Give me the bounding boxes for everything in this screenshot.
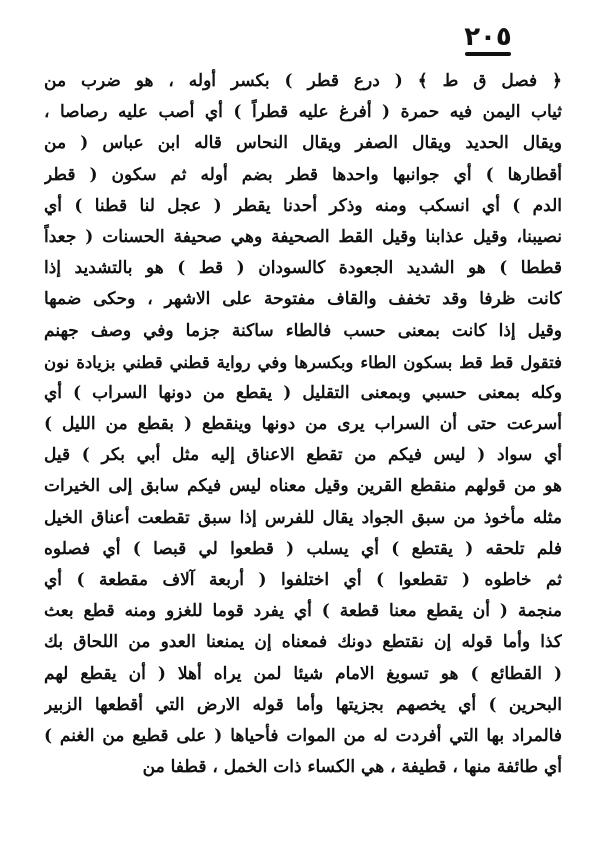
text-line: أسرعت حتى أن السراب يرى من دونها وينقطع ( بقطع من الليل ) xyxy=(44,414,562,435)
text-line: أي طائفة منها ، قطيفة ، هي الكساء ذات الخمل ، قطفا من xyxy=(142,757,562,778)
text-line: ثياب اليمن فيه حمرة ( أفرغ عليه قطراً ) أي أصب عليه رصاصا ، xyxy=(44,102,562,123)
text-line: وقيل إذا كانت بمعنى حسب فالطاء ساكنة جزما وفي وصف جهنم xyxy=(44,320,562,341)
text-line: مثله مأخوذ من سبق الجواد يقال للفرس إذا سبق تقطعت أعناق الخيل xyxy=(44,507,562,528)
text-line: ( القطائع ) هو تسويغ الامام شيئا لمن يراه أهلا ( أن يقطع لهم xyxy=(44,663,562,684)
text-line: كذا وأما قوله إن نقتطع دونك فمعناه إن يمنعنا العدو من اللحاق بك xyxy=(44,632,562,653)
text-line: أي سواد ( ليس فيكم من تقطع الاعناق إليه مثل أبي بكر ) قيل xyxy=(44,445,562,466)
text-line: منجمة ( أن يقطع معنا قطعة ) أي يفرد قوما للغزو ومنه قطع بعث xyxy=(44,601,562,622)
text-line: ﴿ فصل ق ط ﴾ ( درع قطر ) بكسر أوله ، هو ضرب من xyxy=(44,71,562,91)
text-line: قططا ) هو الشديد الجعودة كالسودان ( قط ) هو بالتشديد إذا xyxy=(44,258,562,279)
text-line: أقطارها ) أي جوانبها واحدها قطر بضم أوله ثم سكون ( قطر xyxy=(44,164,562,185)
text-line: وكله بمعنى حسبي وبمعنى التقليل ( يقطع من دونها السراب ) أي xyxy=(44,382,562,403)
text-line: الدم ) أي انسكب ومنه وذكر أحدنا يقطر ( عجل لنا قطنا ) أي xyxy=(44,195,562,216)
text-line: نصيبنا، وقيل عذابنا وقيل القط الصحيفة وهي صحيفة الحسنات ( جعداً xyxy=(44,226,562,247)
text-line: فتقول قط قط بسكون الطاء وبكسرها وفي رواية قطني قطني بزيادة نون xyxy=(44,352,562,372)
text-line: ثم خاطوه ( تقطعوا ) أي اختلفوا ( أربعة آلاف مقطعة ) أي xyxy=(44,570,562,590)
text-line: البحرين ) أي يخصهم بجزيتها وأما قوله الارض التي أقطعها الزبير xyxy=(44,694,562,715)
text-line: هو من قولهم منقطع القرين وقيل معناه ليس فيكم سابق إلى الخيرات xyxy=(44,476,562,497)
text-line: ويقال الحديد ويقال الصفر ويقال النحاس قاله ابن عباس ( من xyxy=(44,133,562,154)
page-number: ٢٠٥ xyxy=(428,22,548,56)
text-body xyxy=(44,66,562,783)
text-line: فالمراد بها التي أفردت له من الموات فأحياها ( على قطيع من الغنم ) xyxy=(44,725,562,746)
text-line: كانت ظرفا وقد تخفف والقاف مفتوحة على الاشهر ، وحكى ضمها xyxy=(44,289,562,310)
text-line: فلم تلحقه ( يقتطع ) أي يسلب ( قطعوا لي قبصا ) أي فصلوه xyxy=(44,538,562,559)
